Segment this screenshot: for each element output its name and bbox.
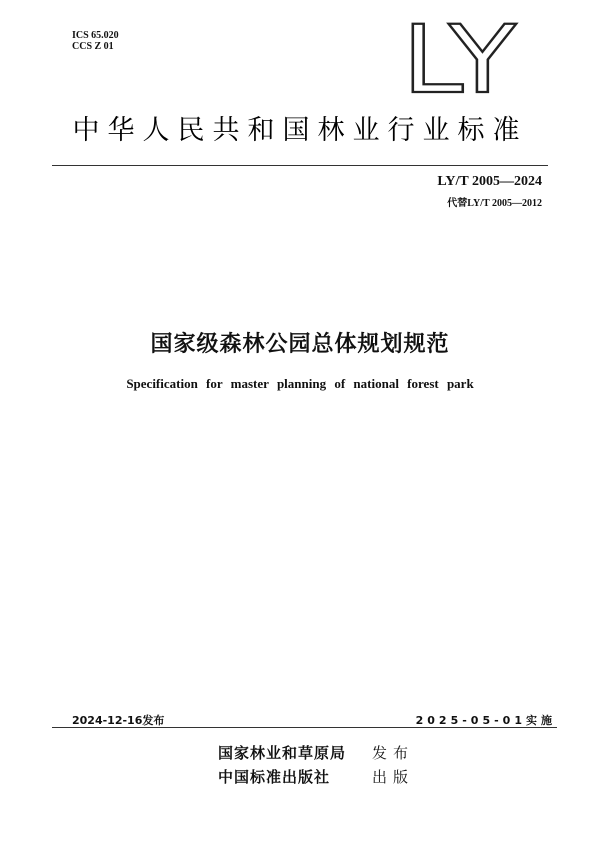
document-title-cn: 国家级森林公园总体规划规范	[150, 332, 450, 357]
printer-action: 出版	[372, 768, 415, 786]
ly-logo	[399, 14, 519, 96]
standard-type-title: 中华人民共和国林业行业标准	[72, 115, 528, 146]
publish-date: 2024-12-16发布	[72, 714, 165, 727]
footer-divider	[52, 727, 557, 728]
header-divider	[52, 165, 548, 166]
publisher-action-row	[372, 742, 414, 763]
publisher-row	[218, 742, 346, 763]
document-title-en: Specification for master planning of national forest park	[126, 376, 474, 391]
printer-action-row	[372, 766, 414, 787]
implement-date: 2025-05-01实施	[415, 714, 556, 727]
printer-org: 中国标准出版社	[218, 768, 331, 786]
classification-codes	[72, 30, 119, 52]
replaced-standard: 代替LY/T 2005—2012	[447, 198, 542, 209]
printer-row	[218, 766, 330, 787]
publisher-action: 发布	[372, 744, 415, 762]
standard-number: LY/T 2005—2024	[437, 174, 542, 189]
ccs-code: CCS Z 01	[72, 41, 114, 52]
ics-code: ICS 65.020	[72, 30, 119, 41]
publisher-org: 国家林业和草原局	[218, 744, 347, 762]
ly-logo-text: LY	[402, 14, 517, 96]
